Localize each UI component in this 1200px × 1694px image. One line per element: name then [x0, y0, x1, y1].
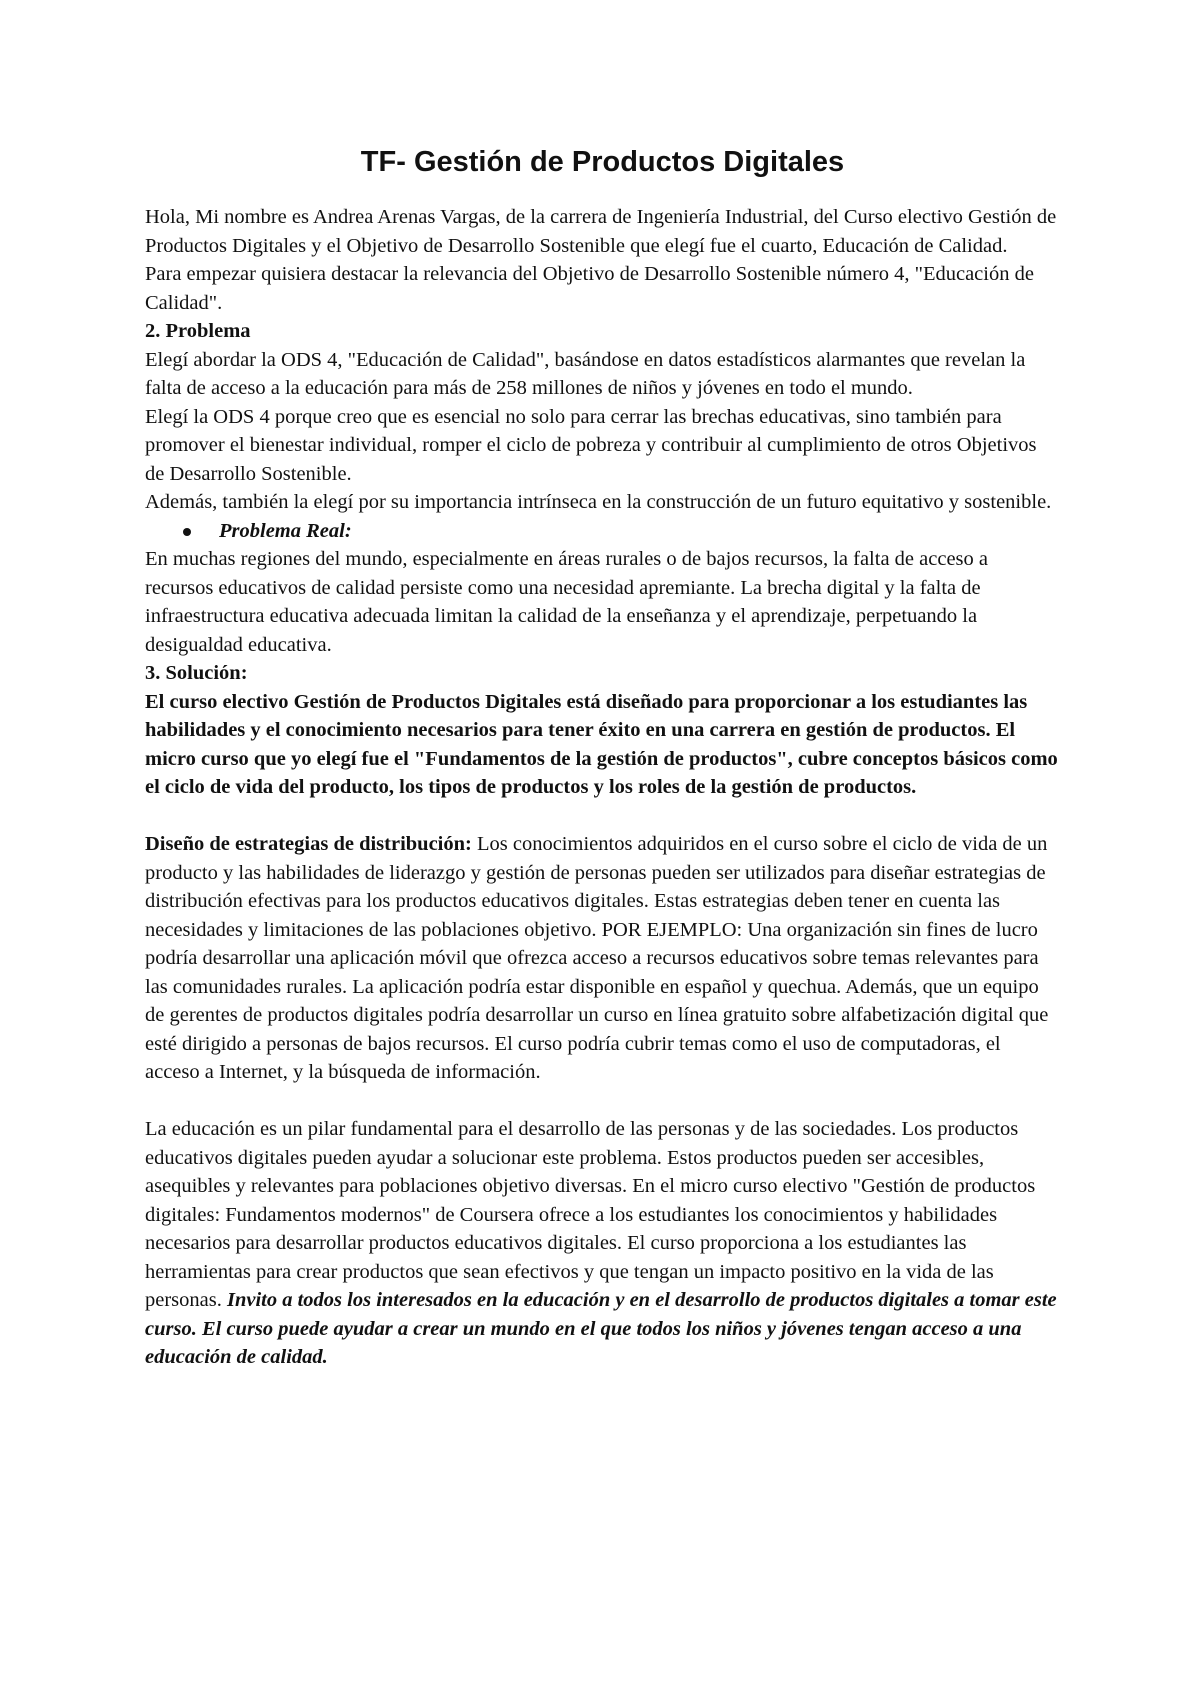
section-2-heading: 2. Problema	[145, 320, 251, 342]
paragraph-gap	[145, 802, 1060, 831]
bullet-dot-icon	[183, 528, 191, 536]
intro-paragraph-2: Para empezar quisiera destacar la relevancia del Objetivo de Desarrollo Sostenible número 4, "Educación de Calidad".	[145, 263, 1034, 314]
intro-paragraph: Hola, Mi nombre es Andrea Arenas Vargas, de la carrera de Ingeniería Industrial, del Curso electivo Gestión de Productos Digitales y el Objetivo de Desarrollo Sostenible que elegí fue el cuarto, Educación de Calidad.	[145, 206, 1057, 257]
bullet-item-problema-real	[145, 517, 1060, 546]
problem-paragraph-2: Elegí la ODS 4 porque creo que es esencial no solo para cerrar las brechas educativas, sino también para promover el bienestar individual, romper el ciclo de pobreza y contribuir al cumplimiento de otros Objetivos de Desarrollo Sostenible.	[145, 405, 1037, 485]
document-title: TF- Gestión de Productos Digitales	[360, 146, 845, 178]
real-problem-paragraph: En muchas regiones del mundo, especialmente en áreas rurales o de bajos recursos, la falta de acceso a recursos educativos de calidad persiste como una necesidad apremiante. La brecha digital y la falta de infraestructura educativa adecuada limitan la calidad de la enseñanza y el aprendizaje, perpetuando la desigualdad educativa.	[145, 548, 988, 656]
distribution-text: Los conocimientos adquiridos en el curso sobre el ciclo de vida de un producto y las habilidades de liderazgo y gestión de personas pueden ser utilizados para diseñar estrategias de distribución efectivas para los productos educativos digitales. Estas estrategias deben tener en cuenta las necesidades y limitaciones de las poblaciones objetivo. POR EJEMPLO: Una organización sin fines de lucro podría desarrollar una aplicación móvil que ofrezca acceso a recursos educativos sobre temas relevantes para las comunidades rurales. La aplicación podría estar disponible en español y quechua. Además, que un equipo de gerentes de productos digitales podría desarrollar un curso en línea gratuito sobre alfabetización digital que esté dirigido a personas de bajos recursos. El curso podría cubrir temas como el uso de computadoras, el acceso a Internet, y la búsqueda de información.	[145, 833, 1049, 1083]
distribution-paragraph	[145, 830, 1060, 1087]
closing-paragraph	[145, 1115, 1060, 1372]
paragraph-gap-2	[145, 1087, 1060, 1116]
solution-bold-paragraph: El curso electivo Gestión de Productos Digitales está diseñado para proporcionar a los estudiantes las habilidades y el conocimiento necesarios para tener éxito en una carrera en gestión de productos. El micro curso que yo elegí fue el "Fundamentos de la gestión de productos", cubre conceptos básicos como el ciclo de vida del producto, los tipos de productos y los roles de la gestión de productos.	[145, 690, 1058, 798]
section-3-heading: 3. Solución:	[145, 662, 248, 684]
problem-paragraph-1: Elegí abordar la ODS 4, "Educación de Calidad", basándose en datos estadísticos alarmantes que revelan la falta de acceso a la educación para más de 258 millones de niños y jóvenes en todo el mundo.	[145, 348, 1026, 399]
closing-emphasis: Invito a todos los interesados en la educación y en el desarrollo de productos digitales a tomar este curso. El curso puede ayudar a crear un mundo en el que todos los niños y jóvenes tengan acceso a una educación de calidad.	[145, 1289, 1057, 1368]
problem-paragraph-3: Además, también la elegí por su importancia intrínseca en la construcción de un futuro equitativo y sostenible.	[145, 491, 1052, 513]
distribution-label: Diseño de estrategias de distribución:	[145, 833, 472, 855]
closing-text: La educación es un pilar fundamental para el desarrollo de las personas y de las sociedades. Los productos educativos digitales pueden ayudar a solucionar este problema. Estos productos pueden ser accesibles, asequibles y relevantes para poblaciones objetivo diversas. En el micro curso electivo "Gestión de productos digitales: Fundamentos modernos" de Coursera ofrece a los estudiantes los conocimientos y habilidades necesarios para desarrollar productos educativos digitales. El curso proporciona a los estudiantes las herramientas para crear productos que sean efectivos y que tengan un impacto positivo en la vida de las personas.	[145, 1118, 1036, 1311]
bullet-label: Problema Real:	[219, 519, 352, 542]
